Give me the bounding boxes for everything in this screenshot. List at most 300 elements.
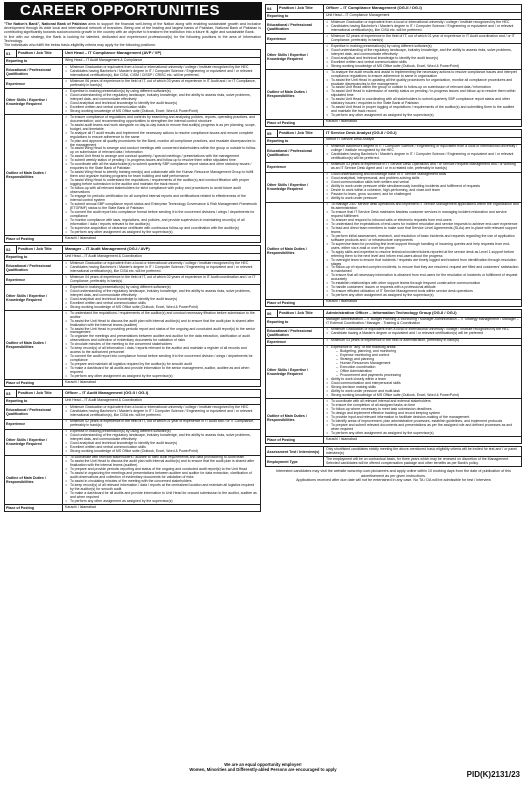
page-title: CAREER OPPORTUNITIES [4, 2, 262, 20]
education-label: Educational / Professional Qualification [5, 65, 63, 78]
education-value [324, 20, 521, 33]
skills-value [324, 346, 521, 399]
education-row [266, 20, 521, 34]
education-value [63, 405, 260, 418]
job-title: IT Service Desk Analyst (OG-II / OG-I) [326, 129, 397, 135]
duties-list-item: • To identify areas of improvement, plan administrative processes, establish guidelines, and implement protocols [326, 420, 519, 424]
duties-list-item: • To assist the Unit Head in providing periodic report and status of the ongoing and concluded audit report(s) to the senior management [65, 328, 258, 336]
job-title: Unit Head – IT Compliance Management (AVP / VP) [65, 50, 162, 56]
duties-list [65, 312, 258, 379]
job-number: 04 [266, 5, 278, 12]
education-list-item: • Candidates having Bachelor's / Master's degree in IT / Computer Science / Engineering or equivalent and / or relevant certification(s) will be preferred. [326, 153, 519, 161]
pid-code: PID(K)2131/23 [466, 770, 520, 779]
experience-row [5, 79, 260, 89]
duties-list-item: • To assist Unit Head within the group or outside to follow-up on submission of relevant data / information [326, 86, 519, 90]
place-text: Karachi / Islamabad [326, 119, 357, 124]
education-list [326, 145, 519, 161]
reporting-text: Unit Head – IT Audit Management & Coordination [65, 253, 142, 258]
duties-list-item: • To follow-up with all relevant stakeholders for strict compliance with policy and procedures to avoid future audit observations [65, 187, 258, 195]
place-row [5, 236, 260, 242]
experience-list [65, 80, 258, 88]
skills-list-item: • Excellent written and verbal communication skills [65, 302, 258, 306]
place-label: Place of Posting [266, 120, 324, 126]
skills-list-item: • Ability to work under pressure while simultaneously handling incidents and fulfillment of requests [326, 185, 519, 189]
job-title: Manager – IT Audit Management (OG-I / AVP) [65, 246, 150, 252]
duties-row [266, 203, 521, 300]
skills-list-item: • Excellent written and verbal communication skills [65, 446, 258, 450]
skills-block [326, 346, 519, 397]
place-label: Place of Posting [5, 380, 63, 386]
skills-sub-item: – Budgeting, planning, and monitoring [336, 350, 519, 354]
duties-list-item: • To perform initial assessment, research, and resolution of basic incidents and requests regarding the use of application software products and / or infrastructure components [326, 235, 519, 243]
education-list-item: • Minimum Graduation or equivalent from a local or international university / college / institute recognized by the HEC [65, 66, 258, 70]
duties-list-item: • To ensure compliance of regulations and controls by examining and analyzing policies, reports, operating practices, and documentation; and recommending opportunities to strengthen the internal control structure [65, 116, 258, 124]
education-label: Educational / Professional Qualification [266, 20, 324, 33]
job-post-06 [265, 309, 522, 444]
education-list [65, 406, 258, 418]
duties-list-item: • To circulate minutes of the meeting to the concerned stakeholders [65, 343, 258, 347]
skills-row [5, 285, 260, 311]
duties-list-item: • To assist audit teams and work alongside on day-to-day basis to ensure that audit(s) progress is as per planning, scope, budget, and timetable [65, 124, 258, 132]
education-label: Educational / Professional Qualification [266, 145, 324, 162]
experience-value [324, 339, 521, 345]
equal-opportunity-text: We are an equal opportunity employer! [224, 762, 302, 767]
duties-list-item: • To prepare and provide periodic reporting and status of the ongoing and concluded audit report(s) to the Unit Head [65, 468, 258, 472]
education-row [5, 261, 260, 275]
skills-value [63, 285, 260, 310]
education-row [5, 405, 260, 419]
intro-paragraph-2: In line with our strategy, the Bank is looking for talented, dedicated and experienced professional(s) for the following positions in the area of Information Technology. [4, 34, 261, 43]
duties-list-item: • To prepare and maintain all logistics required by the auditor(s) for smooth audit [65, 363, 258, 367]
employment-label: Employment Type [266, 457, 324, 466]
experience-list-item: • Minimum 02 years of experience in the field of IT, out of which 01 year of experience in IT Audit coordination and / or IT Compliance, preferably in bank(s) [326, 35, 519, 43]
skills-list-item: • Good understanding and knowledge base of IT Service Management tools [326, 173, 519, 177]
duties-value [63, 311, 260, 379]
skills-list-item: • Desire to work within a cohesive, high-performing, and close-knit team [326, 189, 519, 193]
experience-list-item: • Minimum 02 years of experience in the field of IT, out of which 01 year of experience in IT Audit and / or IT Compliance, preferably in bank(s) [65, 420, 258, 428]
skills-block [326, 173, 519, 201]
education-row [266, 328, 521, 339]
education-list [65, 66, 258, 78]
duties-list-item: • To perform any other assignment as assigned by the supervisor(s) [326, 432, 519, 436]
duties-list-item: • To convert the audit report into compliance format before sending it to the concerned divisions / wings / departments for compliance [65, 211, 258, 219]
duties-list-item: • To assist Unit Head in proper logging of requisitions / requirements of the auditor(s) and submitting them to the auditee and maintain the track record [326, 106, 519, 114]
duties-list-item: • To plan and approve all quality procedures for the Bank, monitor all compliance practices, and escalate discrepancies to the management [65, 140, 258, 148]
skills-list-item: • Good analytical and technical knowledge to identify the audit issue(s) [65, 298, 258, 302]
job-title-label: Position / Job Title [17, 390, 63, 397]
education-list-item: • Candidates having Bachelor's / Master's degree in IT / Computer Science / Engineering or equivalent and / or relevant international certification(s), like CISA, CISM / CISSP / CRISC etc. will be preferred. [65, 70, 258, 78]
reporting-text: Senior IT Service Desk Analyst [326, 137, 374, 142]
education-value [324, 145, 521, 162]
skills-value [324, 44, 521, 69]
place-value [63, 236, 260, 242]
reporting-value [324, 13, 521, 19]
duties-list-item: • To assist Unit Head in coordinating with all stakeholders to submit quarterly SBP compliance report status and other statutory issues / enquiries to the State Bank of Pakistan [326, 98, 519, 106]
duties-list-item: • To engage for periodic certification for all compiled internal reports and certifications related to effectiveness of the internal control system [65, 195, 258, 203]
skills-label: Other Skills / Expertise / Knowledge Required [5, 89, 63, 114]
job-number: 01 [5, 50, 17, 57]
duties-list-item: • To handle customers' issues or requests with a professional attitude [326, 286, 519, 290]
duties-list [65, 456, 258, 503]
place-text: Karachi / Islamabad [65, 235, 96, 240]
place-row [266, 437, 521, 443]
duties-list-item: • To coordinate with all the stakeholder(s) to submit quarterly SBP compliance report status and other statutory issues / enquiries to the State Bank of Pakistan [65, 163, 258, 171]
duties-list-item: • To make a dashboard for all audits and provide information to the senior management, auditor, auditee as and when required [65, 367, 258, 375]
experience-value [324, 163, 521, 172]
footer [4, 760, 522, 784]
job-title: Officer – IT Audit Management (OG-II / OG-I) [65, 390, 149, 396]
experience-list [65, 420, 258, 428]
place-label: Place of Posting [5, 236, 63, 242]
education-list-item: • Minimum Graduation or equivalent from a local or international university / college / institute recognized by the HEC [326, 21, 519, 25]
education-value [63, 261, 260, 274]
education-list-item: • Minimum Graduation or equivalent from a local or international university / college / institute recognized by the HEC [65, 262, 258, 266]
experience-label: Experience [5, 79, 63, 88]
skills-row [266, 173, 521, 203]
job-title-label: Position / Job Title [278, 310, 324, 317]
reporting-label: Reporting to [266, 138, 324, 144]
duties-list-item: • To analyze the audit results and assist in implementing the necessary actions to resolve compliance issues and interpret compliance regulations to ensure adherence to same in organization [326, 71, 519, 79]
skills-block [65, 286, 258, 310]
reporting-value [63, 398, 260, 404]
job-number: 06 [266, 310, 278, 317]
duties-row [266, 70, 521, 120]
duties-label: Outline of Main Duties / Responsibilities [266, 70, 324, 119]
reporting-text: Manager Administration – IT Budget Planning & Monitoring / Manager Administration – IT Strategy Management / Manager – IT External Coordination / Manager - Training & Coordination [326, 317, 519, 326]
education-value [324, 328, 521, 338]
experience-value [63, 275, 260, 284]
reporting-row [5, 254, 260, 261]
skills-list-item: • Expertise in making presentation(s) by using different software(s) [65, 430, 258, 434]
duties-list-item: • To submit annual SBP compliance report status and Enterprise Technology Governance & Risk Management Framework (ETGRMF) status to the State Bank of Pakistan [65, 203, 258, 211]
reporting-value [63, 254, 260, 260]
place-value [324, 120, 521, 126]
skills-list-item: • Ability to work under pressure and multi-task [326, 390, 519, 394]
skills-sub-item: – Procurement and payments processing [336, 374, 519, 378]
education-list-item: • Minimum Graduation or equivalent from a local or international university / college / institute recognized by the HEC [65, 406, 258, 410]
experience-value [324, 34, 521, 43]
apply-note: Interested candidates may visit the website www.nbp.com.pk/careers and apply online within 10 working days from the date of publication of this advertisement as per given instructions. [276, 469, 511, 478]
skills-list-item: • Strong working knowledge of MS Office suite (Outlook, Excel, Word & PowerPoint) [326, 65, 519, 69]
duties-list-item: • To coordinate with relevant stakeholders / auditee to fulfill audit requirements and data provisioning to Audit team [65, 456, 258, 460]
skills-block [65, 430, 258, 454]
duties-list-item: • To assist Wing Head to arrange and conduct meetings with concerned stakeholders within the group or outside to follow-up on submission of relevant data / information [65, 147, 258, 155]
job-post-03 [4, 389, 261, 512]
education-value [63, 65, 260, 78]
skills-label: Other Skills / Expertise / Knowledge Required [266, 346, 324, 399]
job-post-05 [265, 129, 522, 307]
reporting-label: Reporting to [5, 58, 63, 64]
duties-list-item: • To assist Unit Head in submission of weekly status on pending / in-progress issues and follow-up to resolve them within stipulated time [326, 90, 519, 98]
duties-list-item: • To apply skills and expertise to resolve technical incident tickets reported at the service desk as Level 1 support before referring them to the next level and inform end-users about the progress [326, 251, 519, 259]
duties-list-item: • To design and implement effective tracking and record keeping system [326, 412, 519, 416]
reporting-text: Wing Head – IT Audit Management & Compliance [65, 57, 143, 62]
duties-list [326, 71, 519, 118]
skills-list-item: • Good understanding of the regulatory landscape, industry knowledge, and the ability to assess risks, solve problems, interpret data, and communicate effectively [65, 94, 258, 102]
duties-list [326, 400, 519, 436]
duties-list-item: • To prepare and submit relevant documents and presentations as per the assigned role and defined processes as and when required [326, 424, 519, 432]
experience-label: Experience [5, 275, 63, 284]
skills-list-item: • Excellent written and verbal communication skills [326, 61, 519, 65]
job-title: Officer – IT Compliance Management (OG-II / OG-I) [326, 5, 422, 10]
skills-block [326, 45, 519, 69]
experience-value [63, 79, 260, 88]
place-row [266, 120, 521, 126]
reporting-value [63, 58, 260, 64]
job-title-label: Position / Job Title [17, 246, 63, 253]
place-text: Karachi / Islamabad [65, 380, 96, 385]
duties-list-item: • To perform any other assignment as assigned by the supervisor(s) [65, 231, 258, 235]
skills-list [65, 286, 258, 310]
duties-list-item: • To assist in circulating minutes of the meeting with the concerned stakeholders [65, 480, 258, 484]
skills-label: Other Skills / Expertise / Knowledge Required [5, 430, 63, 455]
skills-list [65, 430, 258, 454]
skills-list-item: • Ability to work closely within a team [326, 378, 519, 382]
skills-list-item: • Good analytical and technical knowledge to identify the audit issue(s) [65, 442, 258, 446]
education-list [65, 262, 258, 274]
skills-list-item: • Good understanding of the regulatory landscape, industry knowledge, and the ability to assess risks, solve problems, interpret data, and communicate effectively [326, 49, 519, 57]
education-label: Educational / Professional Qualification [5, 405, 63, 418]
education-list [326, 328, 519, 336]
skills-row [266, 346, 521, 400]
education-label: Educational / Professional Qualification [266, 328, 324, 338]
duties-list-item: • To organize the meetings and presentations between auditee and auditor for the data extraction, clarification of audit observations and collection of evidentiary documents for validation of risks [65, 335, 258, 343]
skills-list-item: • Strong decision making skills [326, 386, 519, 390]
skills-list-item: • Expertise in making presentation(s) by using different software(s) [65, 286, 258, 290]
duties-value [63, 456, 260, 505]
skills-list-item: • Ability to work under pressure [326, 197, 519, 201]
experience-list [65, 276, 258, 284]
duties-list-item: • To oversight team to ensure that incidents / requests are timely logged and tracked from identification through resolution stages [326, 259, 519, 267]
duties-list-item: • To perform any other assignment as assigned by the supervisor(s) [65, 500, 258, 504]
skills-block [65, 90, 258, 114]
place-row [5, 505, 260, 511]
duties-list-item: • To assist Unit Head to arrange and conduct quarterly / special meetings / presentations with the management [65, 155, 258, 159]
skills-list [326, 173, 519, 201]
job-header [266, 5, 521, 13]
job-number: 03 [5, 390, 17, 397]
duties-list-item: • To assist the Unit Head in updating all the quality procedures for organization, monitor all compliance procedures and escalate discrepancies to the management [326, 79, 519, 87]
reporting-value [324, 318, 521, 327]
duties-label: Outline of Main Duties / Responsibilities [266, 203, 324, 299]
education-list-item: • Minimum Bachelor's degree in IT / Computer Science / Engineering or equivalent from a local or international university / college / institute recognized by the HEC [326, 145, 519, 153]
employment-value: The employment will be on contractual basis, for three years which may be renewed on discretion of the Management. Selected candidates will be offered compensation package and other benefits as per Bank's policy. [326, 456, 510, 465]
education-list-item: • Candidates having Bachelor's / Master's degree in IT / Computer Science / Engineering or equivalent and / or relevant international certification(s), like CISA etc. will be preferred. [65, 266, 258, 274]
skills-value [63, 89, 260, 114]
skills-row [5, 430, 260, 456]
experience-row [266, 163, 521, 173]
experience-row [266, 34, 521, 44]
duties-list-item: • To ensure the completion of all assigned tasks on time [326, 404, 519, 408]
education-label: Educational / Professional Qualification [5, 261, 63, 274]
duties-list-item: • To ensure that IT Service Desk maintains flawless customer services in managing incident restoration and service request fulfillment [326, 211, 519, 219]
job-post-04 [265, 4, 522, 127]
skills-sub-item: – Strategy and planning [336, 358, 519, 362]
duties-list-item: • To ensure that all necessary information is obtained from end-users for the resolution of incidents or fulfillment of request accurately [326, 274, 519, 282]
skills-list-item: • Good analytical and technical knowledge to identify the audit issue(s) [65, 102, 258, 106]
job-post-02 [4, 245, 261, 387]
reporting-text: Unit Head – IT Audit Management & Coordination [65, 398, 142, 403]
place-text: Karachi / Islamabad [326, 436, 357, 441]
reporting-label: Reporting to [266, 318, 324, 327]
duties-value [324, 203, 521, 299]
duties-list-item: • To assist Wing Head to identify training need(s) and collaborate with the Human Resource Management Group to fulfill them and organize training programs for team building and staff performance [65, 171, 258, 179]
duties-value [324, 399, 521, 436]
experience-list-item: • Minimum 06 years of experience in the field of IT, out of which 03 years of experience in IT Audit and / or IT Compliance, preferably in bank(s) [65, 80, 258, 88]
skills-label: Other Skills / Expertise / Knowledge Required [266, 173, 324, 202]
reporting-label: Reporting to [5, 254, 63, 260]
place-value [324, 437, 521, 443]
experience-label: Experience [266, 339, 324, 345]
skills-row [5, 89, 260, 115]
encouragement-text: Women, Minorities and Differently-abled Persons are encouraged to apply [189, 767, 337, 772]
duties-value [324, 70, 521, 119]
skills-intro: • Experience in "any" of the following areas: [326, 346, 519, 350]
experience-list-item: • Minimum 03 years of experience in IT Service Desk Operations and / or Service Request Management and / or working as an IT Service Desk Agent and / or in a related role, preferably in bank(s) [326, 163, 519, 171]
duties-list-item: • To provide input and relevant information to facilitate decision-making of the management [326, 416, 519, 420]
skills-list-item: • Passion to learn, grow, succeed, and be challenged [326, 193, 519, 197]
right-column [265, 4, 522, 760]
job-title-label: Position / Job Title [278, 5, 324, 12]
duties-row [5, 456, 260, 506]
intro-lead: "The Nation's Bank", National Bank of Pakistan [4, 22, 87, 26]
experience-row [5, 275, 260, 285]
duties-list-item: • To supervise team for providing first level support through handling of incoming queries and help requests from end-users, either via e-mail or over the phone [326, 243, 519, 251]
duties-row [5, 115, 260, 236]
education-list-item: • Candidates having Bachelor's / Master's degree in IT / Computer Science / Engineering or equivalent and / or relevant international certification(s), like CISA etc. will be preferred. [65, 410, 258, 418]
skills-list-item: • Strong working knowledge of MS Office suite (Outlook, Excel, Word & PowerPoint) [65, 306, 258, 310]
skills-sub-item: – Office Administration [336, 370, 519, 374]
reporting-row [266, 13, 521, 20]
due-date-note: Applications received after due date will not be entertained in any case. No TA / DA will be admissible for test / interview [296, 477, 491, 482]
place-value [63, 380, 260, 386]
duties-list-item: • To submit weekly status of pending / in-progress issues and follow-up to resolve them within stipulated time [65, 159, 258, 163]
skills-value [324, 173, 521, 202]
job-title-label: Position / Job Title [17, 50, 63, 57]
job-post-01 [4, 49, 261, 243]
left-column [4, 20, 261, 760]
duties-list-item: • To convert the audit report into compliance format before sending it to the concerned division / wings / departments for compliance [65, 355, 258, 363]
experience-list [326, 35, 519, 43]
assessment-row [266, 447, 521, 457]
skills-sub-item: – Human Resources Management [336, 362, 519, 366]
intro-paragraph-3: The individuals who fulfill the below basic-eligibility criteria may apply for the following positions: [4, 43, 156, 48]
duties-list-item: • To lead and direct team members to make sure that Service Level Agreements (SLAs) are in-place with relevant support teams [326, 227, 519, 235]
skills-list-item: • Strong working knowledge of MS Office suite (Outlook, Excel, Word & PowerPoint) [65, 110, 258, 114]
skills-list-item: • Strong working knowledge of MS Office suite (Outlook, Excel, Word & PowerPoint) [65, 450, 258, 454]
education-list-item: • Candidate having a Master's degree or equivalent and / or relevant certification(s) will be preferred [326, 332, 519, 336]
duties-list-item: • To assist the Unit Head to discuss the audit plan with internal auditor(s) and to ensure that the audit plan is shared after finalization with the internal teams (auditee) [65, 460, 258, 468]
duties-list-item: • To keep record(s) of all relevant information / data / reports at the centralized location and maintain all logistics required by the auditor(s) for smooth audit [65, 484, 258, 492]
reporting-label: Reporting to [266, 13, 324, 19]
duties-row [266, 399, 521, 437]
reporting-row [266, 318, 521, 328]
experience-label: Experience [266, 34, 324, 43]
place-text: Karachi / Islamabad [326, 299, 357, 304]
duties-list-item: • To supervise acquisition of clearance certificate with continuous follow-up and coordination with the auditor(s) [65, 227, 258, 231]
application-notes [265, 469, 522, 482]
place-label: Place of Posting [5, 505, 63, 511]
skills-list-item: • Good communication skills both written and verbal [326, 181, 519, 185]
duties-list-item: • To perform any other assignment as assigned by the supervisor(s) [326, 294, 519, 298]
intro-text [4, 22, 261, 47]
skills-list [326, 45, 519, 69]
skills-label: Other Skills / Expertise / Knowledge Required [266, 44, 324, 69]
education-list-item: • Minimum Graduation or equivalent from a local or international university / college / institute recognized by the HEC [326, 328, 519, 332]
skills-list-item: • Excellent written and verbal communication skills [65, 106, 258, 110]
experience-list-item: • Minimum 03 years of experience in the field of administration, preferably in bank(s) [326, 339, 519, 343]
education-row [5, 65, 260, 79]
duties-list-item: • To assist in organizing the meetings and presentations between auditee and auditor for data extraction, clarification of audit observations and collection of evidentiary documents for validation of risks [65, 472, 258, 480]
skills-row [266, 44, 521, 70]
place-row [266, 300, 521, 306]
skills-list-item: • Expertise in making presentation(s) by using different software(s) [326, 45, 519, 49]
duties-list-item: • To make a dashboard for all audits and provide information to Unit Head for onward submission to the auditor, auditee as and when required [65, 492, 258, 500]
skills-value [63, 430, 260, 455]
place-value [63, 505, 260, 511]
skills-list-item: • Good analytical, interpersonal, and problem-solving skills [326, 177, 519, 181]
job-number: 02 [5, 246, 17, 253]
duties-list-item: • To understand the expectations of end-users for incident resolution and service requests to achieve end-user experience [326, 223, 519, 227]
posts-left [4, 49, 261, 512]
job-title-label: Position / Job Title [278, 130, 324, 137]
reporting-value [324, 138, 521, 144]
skills-list [65, 90, 258, 114]
duties-list-item: • To analyze all IT audit results and implement the necessary actions to resolve compliance issues and ensure complete regulations to ensure adherence to the same [65, 132, 258, 140]
experience-list-item: • Minimum 04 years of experience in the field of IT, out of which 02 years of experience in IT Audit coordination and / or IT Compliance, preferably in bank(s) [65, 276, 258, 284]
skills-list [326, 378, 519, 398]
job-header [266, 130, 521, 138]
duties-list-item: • To answer and respond to inbound calls or electronic requests from end-users [326, 219, 519, 223]
duties-row [5, 311, 260, 380]
duties-list-item: • To perform any other assignment as assigned by the supervisor(s) [326, 114, 519, 118]
education-list [326, 21, 519, 33]
intro-paragraph-1: aims to support the financial well-being of the Nation along with enabling sustainable growth and inclusive development through its wide local and international network of branches. Being one of the leading and largest banks of Pakistan, National Bank of Pakistan is contributing significantly towards socioeconomic growth in the country with an objective to transform the institution into a future fit, agile and sustainable Bank. [4, 22, 261, 35]
skills-sub-item: – Execution coordination [336, 366, 519, 370]
skills-sub-list [326, 350, 519, 378]
duties-list-item: • To follow-up where necessary to meet task submission deadlines [326, 408, 519, 412]
assessment-label: Assessment Test / Interview(s) [266, 447, 324, 456]
duties-list [326, 203, 519, 298]
duties-list-item: • To monitor compliance with laws, regulations, and policies, and provide supervision in maintaining record(s) of all information / data / reports relevant to the auditor(s) [65, 219, 258, 227]
duties-label: Outline of Main Duties / Responsibilities [266, 399, 324, 436]
duties-list-item: • To follow-up of reported complex incidents, to ensure that they are resolved, request are filled and customers' satisfaction is maintained [326, 266, 519, 274]
duties-list-item: • To coordinate with all relevant internal and external stakeholders [326, 400, 519, 404]
duties-label: Outline of Main Duties / Responsibilities [5, 311, 63, 379]
experience-label: Experience [5, 420, 63, 429]
experience-row [5, 420, 260, 430]
experience-list [326, 339, 519, 343]
place-row [5, 380, 260, 386]
skills-list-item: • Good analytical and technical knowledge to identify the audit issue(s) [326, 57, 519, 61]
duties-list-item: • To assist Wing Head to understand the requisitions / requirements of the auditor(s) and conduct filtration with proper logging before submission to the auditor and maintain the track record [65, 179, 258, 187]
assessment-table [265, 446, 522, 467]
place-label: Place of Posting [266, 300, 324, 306]
duties-list-item: • To understand the requisitions / requirements of the auditor(s) and conduct necessary filtration before submission to the auditor [65, 312, 258, 320]
skills-list-item: • Good communication and interpersonal skills [326, 382, 519, 386]
skills-sub-item: – Expense monitoring and control [336, 354, 519, 358]
skills-list-item: • Good understanding of the regulatory landscape, industry knowledge, and the ability to assess risks, solve problems, interpret data, and communicate effectively [65, 290, 258, 298]
duties-list [65, 116, 258, 235]
skills-list-item: • Good understanding of the regulatory landscape, industry knowledge, and the ability to assess risks, solve problems, interpret data, and communicate effectively [65, 434, 258, 442]
duties-value [63, 115, 260, 235]
experience-list [326, 163, 519, 171]
posts-right [265, 4, 522, 444]
place-label: Place of Posting [266, 437, 324, 443]
skills-list-item: • Strong working knowledge of MS Office suite (Outlook, Excel, Word & PowerPoint) [326, 394, 519, 398]
job-number: 05 [266, 130, 278, 137]
duties-list-item: • To ensure efficient utilization of IT Service Management tools within service desk operations [326, 290, 519, 294]
